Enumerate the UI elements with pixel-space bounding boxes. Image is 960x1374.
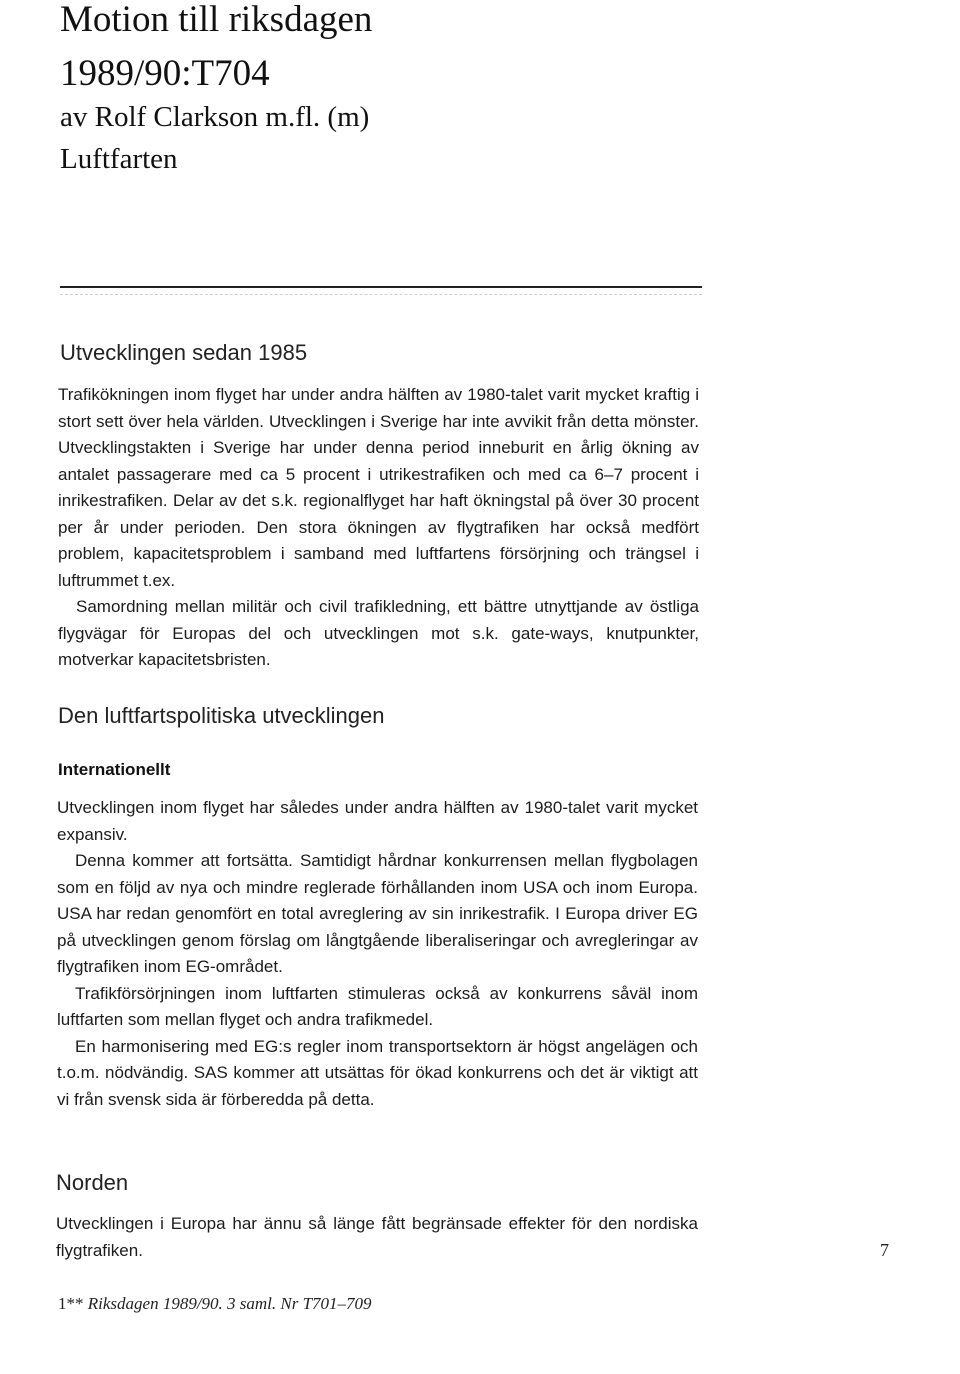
footer-citation: [58, 1294, 372, 1314]
title-divider-shadow: [60, 294, 702, 295]
section-heading-norden: Norden: [56, 1170, 129, 1195]
paragraph: Trafikförsörjningen inom luftfarten stimuleras också av konkurrens såväl inom luftfarten som mellan flyget och andra trafikmedel.: [57, 983, 698, 1029]
section-heading-luftfartspolitiska: Den luftfartspolitiska utvecklingen: [58, 703, 385, 728]
page-number: 7: [880, 1240, 889, 1260]
paragraph: Trafikökningen inom flyget har under andra hälften av 1980-talet varit mycket kraftig i stort sett över hela världen. Utvecklingen i Sverige har inte avvikit från detta mönster. Utvecklingstakten i Sverige har under denna period inneburit en årlig ökning av antalet passagerare med ca 5 procent i utrikestrafiken och med ca 6–7 procent i inrikestrafiken. Delar av det s.k. regionalflyget har haft ökningstal på över 30 procent per år under perioden. Den stora ökningen av flygtrafiken har också medfört problem, kapacitetsproblem i samband med luftfartens försörjning och trängsel i luftrummet t.ex.: [58, 385, 699, 590]
paragraph: Samordning mellan militär och civil trafikledning, ett bättre utnyttjande av östliga flygvägar för Europas del och utvecklingen mot s.k. gate-ways, knutpunkter, motverkar kapacitetsbristen.: [58, 597, 699, 669]
paragraph: Utvecklingen inom flyget har således under andra hälften av 1980-talet varit mycket expansiv.: [57, 798, 698, 844]
subheading-internationellt: Internationellt: [58, 760, 171, 779]
section-body-utvecklingen: [58, 382, 699, 674]
motion-number: 1989/90:T704: [60, 53, 270, 94]
footer-source: Riksdagen 1989/90. 3 saml. Nr T701–709: [87, 1294, 372, 1313]
title-divider: [60, 286, 702, 288]
footer-mark: 1**: [58, 1294, 84, 1313]
document-title: Motion till riksdagen: [60, 0, 373, 40]
topic-title: Luftfarten: [60, 143, 178, 175]
section-heading-utvecklingen: Utvecklingen sedan 1985: [60, 340, 308, 365]
paragraph: Denna kommer att fortsätta. Samtidigt hårdnar konkurrensen mellan flygbolagen som en följd av nya och mindre reglerade förhållanden inom USA och inom Europa. USA har redan genomfört en total avreglering av sin inrikestrafik. I Europa driver EG på utvecklingen genom förslag om långtgående liberaliseringar och avregleringar av flygtrafiken inom EG-området.: [57, 851, 698, 976]
section-body-luftfartspolitiska: [57, 795, 698, 1113]
section-body-norden: [56, 1211, 698, 1264]
paragraph: Utvecklingen i Europa har ännu så länge fått begränsade effekter för den nordiska flygtrafiken.: [56, 1214, 698, 1260]
paragraph: En harmonisering med EG:s regler inom transportsektorn är högst angelägen och t.o.m. nödvändig. SAS kommer att utsättas för ökad konkurrens och det är viktigt att vi från svensk sida är förberedda på detta.: [57, 1036, 698, 1109]
author-line: av Rolf Clarkson m.fl. (m): [60, 101, 370, 133]
